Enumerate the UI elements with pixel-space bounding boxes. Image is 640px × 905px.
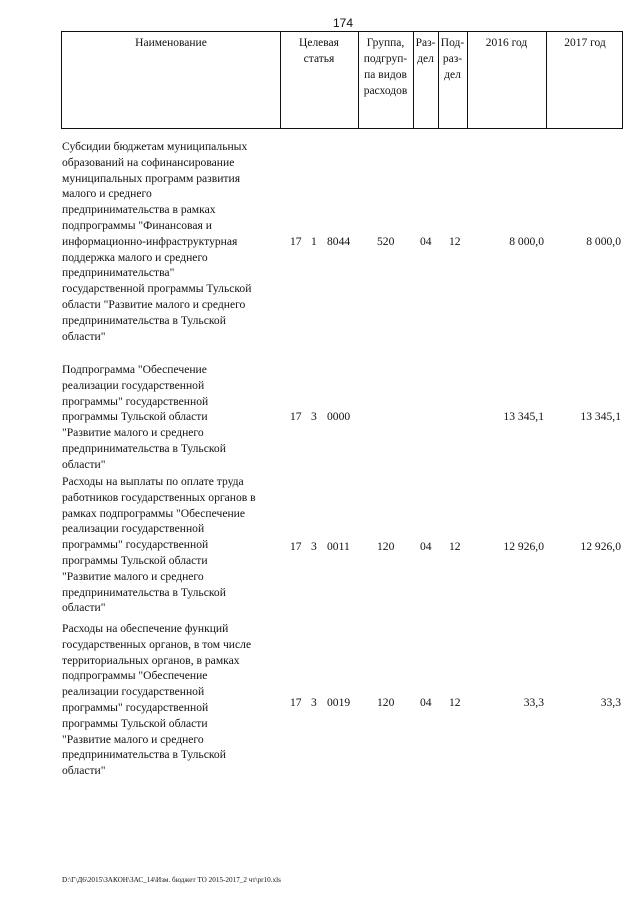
row-amount-2016: 33,3 (523, 696, 544, 709)
row-name-line: области" (62, 764, 106, 778)
row-name-line: подпрограммы "Обеспечение (62, 669, 208, 683)
row-name-line: "Развитие малого и среднего (62, 569, 204, 583)
row-name-line: поддержка малого и среднего (62, 250, 208, 264)
row-name-line: Субсидии бюджетам муниципальных (62, 140, 248, 153)
row-program-code: 17 (290, 235, 302, 248)
row-amount-2017: 8 000,0 (586, 235, 621, 248)
row-name-line: Подпрограмма "Обеспечение (62, 363, 207, 376)
row-name (62, 362, 294, 473)
row-program-code: 17 (290, 696, 302, 709)
header-name-text: Наименование (135, 37, 207, 49)
row-name-line: области" (62, 329, 106, 343)
row-name (62, 474, 294, 616)
row-direction-code: 0011 (327, 540, 350, 553)
row-name-line: Расходы на выплаты по оплате труда (62, 475, 244, 488)
header-section-line: Раз- (415, 37, 436, 49)
row-name-line: области" (62, 457, 106, 471)
row-name-line: предпринимательства в Тульской (62, 441, 226, 455)
row-name-line: реализации государственной (62, 522, 205, 536)
header-subsection (438, 35, 467, 83)
row-subprogram-code: 3 (311, 696, 317, 709)
row-amount-2017: 13 345,1 (580, 410, 621, 423)
row-program-code: 17 (290, 410, 302, 423)
row-amount-2016: 12 926,0 (503, 540, 544, 553)
header-expense-group-line: расходов (363, 85, 408, 97)
row-name-line: программы" государственной (62, 538, 209, 552)
row-name-line: области" (62, 601, 106, 615)
row-name (62, 621, 294, 779)
row-subsection: 12 (449, 235, 461, 248)
row-name-line: Расходы на обеспечение функций (62, 622, 229, 635)
page-number: 174 (333, 16, 354, 30)
row-amount-2016: 13 345,1 (503, 410, 544, 423)
header-section (413, 35, 438, 67)
row-name-line: программы Тульской области (62, 410, 208, 424)
header-year-2016-text: 2016 год (485, 37, 528, 49)
table-header (61, 31, 623, 129)
row-name-line: "Развитие малого и среднего (62, 426, 204, 440)
row-subprogram-code: 3 (311, 410, 317, 423)
row-name-line: малого и среднего (62, 187, 152, 201)
header-expense-group (358, 35, 413, 99)
row-name-line: предпринимательства в Тульской (62, 748, 226, 762)
header-expense-group-line: подгруп- (363, 53, 408, 65)
row-name-line: предпринимательства в Тульской (62, 585, 226, 599)
header-expense-group-line: Группа, (366, 37, 405, 49)
row-name-line: рамках подпрограммы "Обеспечение (62, 506, 246, 520)
header-year-2017-text: 2017 год (564, 37, 606, 49)
row-subprogram-code: 1 (311, 235, 317, 248)
row-name-line: области "Развитие малого и среднего (62, 297, 246, 311)
row-amount-2017: 12 926,0 (580, 540, 621, 553)
row-program-code: 17 (290, 540, 302, 553)
header-subsection-line: дел (444, 69, 461, 81)
row-name-line: предпринимательства в Тульской (62, 313, 226, 327)
row-name-line: подпрограммы "Финансовая и (62, 218, 212, 232)
row-direction-code: 0019 (327, 696, 351, 709)
row-name-line: программы" государственной (62, 700, 209, 714)
row-subprogram-code: 3 (311, 540, 317, 553)
row-name-line: информационно-инфраструктурная (62, 234, 238, 248)
header-name (62, 35, 280, 51)
header-target-item-line: статья (303, 53, 335, 65)
row-section: 04 (420, 540, 432, 553)
row-name-line: государственной программы Тульской (62, 282, 252, 296)
row-name-line: реализации государственной (62, 378, 205, 392)
header-subsection-line: Под- (440, 37, 465, 49)
row-amount-2017: 33,3 (600, 696, 621, 709)
row-name-line: образований на софинансирование (62, 155, 235, 169)
header-year-2016 (467, 35, 546, 51)
row-name-line: предпринимательства" (62, 266, 175, 280)
row-direction-code: 0000 (327, 410, 351, 423)
row-subsection: 12 (449, 696, 461, 709)
row-name-line: программы Тульской области (62, 716, 208, 730)
row-name-line: работников государственных органов в (62, 490, 256, 504)
row-name-line: "Развитие малого и среднего (62, 732, 204, 746)
row-amount-2016: 8 000,0 (509, 235, 544, 248)
row-expense-group: 120 (377, 696, 395, 709)
header-section-line: дел (417, 53, 434, 65)
row-name-line: государственных органов, в том числе (62, 637, 252, 651)
row-direction-code: 8044 (327, 235, 351, 248)
header-subsection-line: раз- (442, 53, 463, 65)
row-name-line: программы" государственной (62, 394, 209, 408)
row-name-line: реализации государственной (62, 685, 205, 699)
header-year-2017 (546, 35, 624, 51)
row-expense-group: 520 (377, 235, 395, 248)
header-expense-group-line: па видов (364, 69, 407, 81)
header-target-item (280, 35, 358, 67)
row-subsection: 12 (449, 540, 461, 553)
row-name (62, 139, 294, 344)
header-target-item-line: Целевая (299, 37, 339, 49)
row-name-line: муниципальных программ развития (62, 171, 241, 185)
row-section: 04 (420, 696, 432, 709)
row-name-line: предпринимательства в рамках (62, 203, 216, 217)
file-path-footer: D:\Г\Д6\2015\ЗАКОН\ЗАС_14\Изм. бюджет ТО 2015-2017_2 чт\pr10.xls (62, 876, 281, 884)
row-name-line: территориальных органов, в рамках (62, 653, 240, 667)
row-expense-group: 120 (377, 540, 395, 553)
row-section: 04 (420, 235, 432, 248)
row-name-line: программы Тульской области (62, 553, 208, 567)
